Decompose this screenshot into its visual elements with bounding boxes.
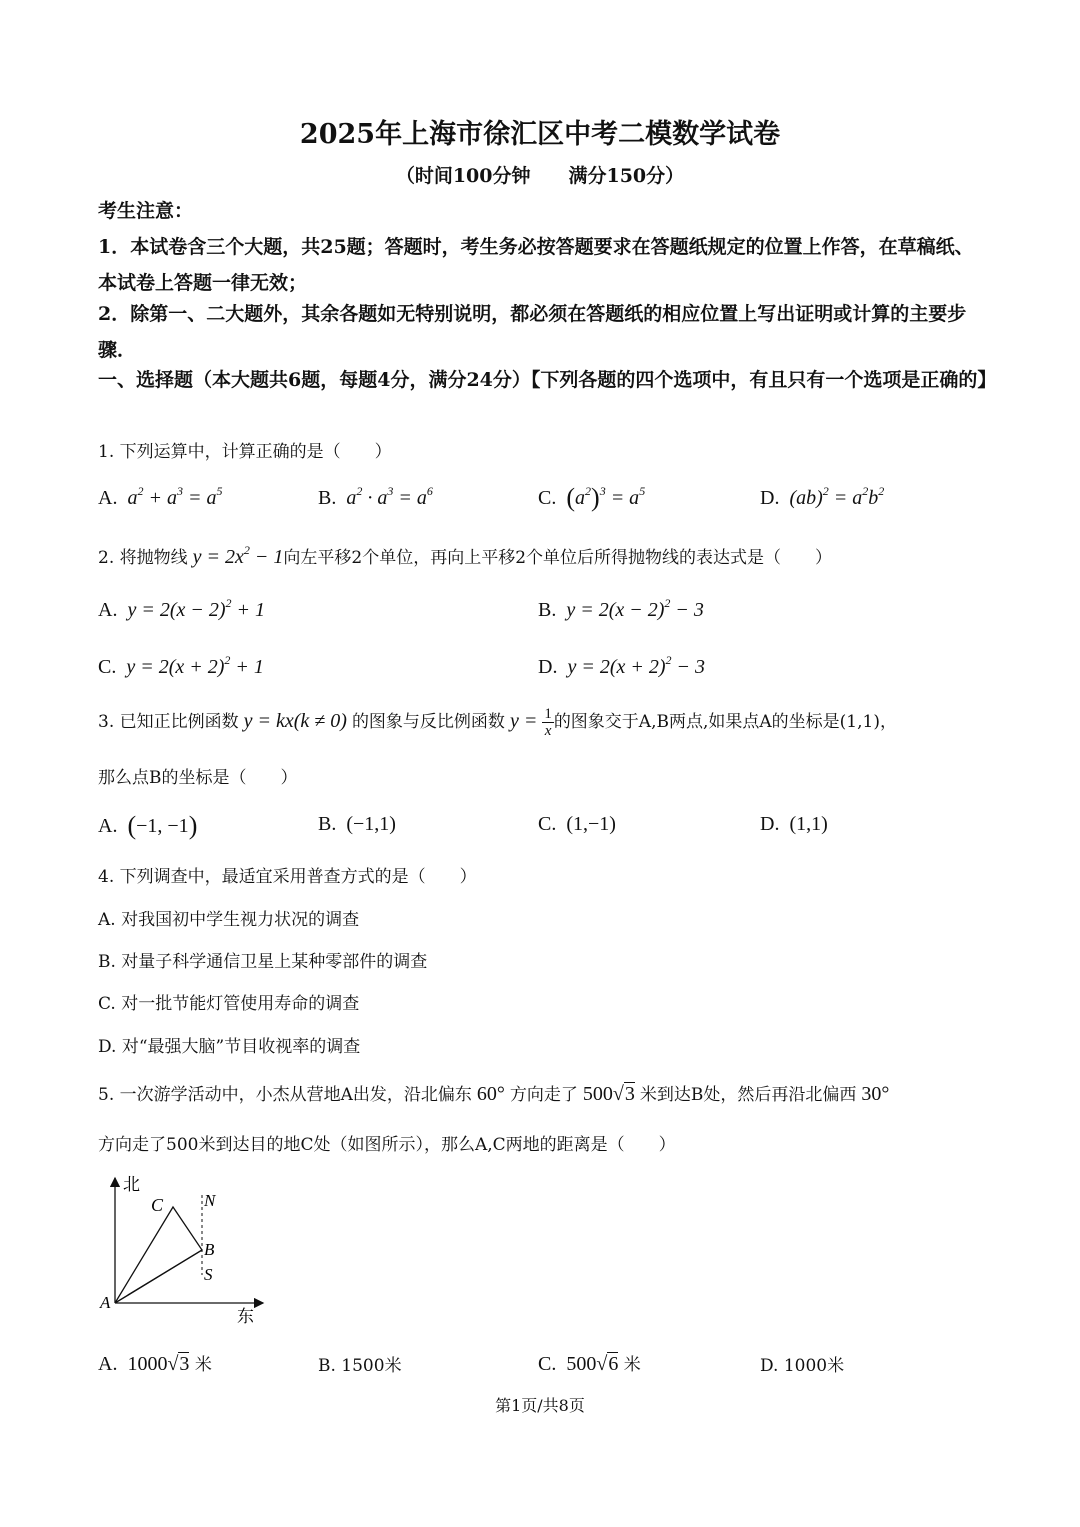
question-2-option-d: D. $y = 2(x + 2)^2 - 3$ [538,653,706,678]
question-5-option-d: D. 1000米 [760,1356,845,1376]
question-1-option-b: B. $a^2 \cdot a^3 = a^6$ [318,484,433,509]
question-1-option-a: A. $a^2 + a^3 = a^5$ [98,484,223,509]
question-3-option-a: A. (−1, −1) [98,811,198,840]
point-c-label: C [151,1195,164,1215]
question-4-option-b: B. 对量子科学通信卫星上某种零部件的调查 [98,952,428,972]
triangle-acb [115,1207,202,1303]
point-n-label: N [204,1191,216,1210]
page-number: 第1页/共8页 [495,1396,585,1415]
notice-item-1: 1．本试卷含三个大题，共25题；答题时，考生务必按答题要求在答题纸规定的位置上作答，在草稿纸、本试卷上答题一律无效； [98,236,974,294]
question-4-option-d: D. 对“最强大脑”节目收视率的调查 [98,1037,361,1057]
question-5-stem: 5. 一次游学活动中，小杰从营地A出发，沿北偏东 60° 方向走了 500√3 米到达B处，然后再沿北偏西 30° [98,1083,890,1105]
segment-ab [115,1250,202,1303]
question-2-option-a: A. $y = 2(x - 2)^2 + 1$ [98,596,266,621]
question-2-stem: 2. 将抛物线 $y = 2x^2 - 1$向左平移2个单位，再向上平移2个单位后所得抛物线的表达式是（ ） [98,543,833,568]
section-heading: 一、选择题（本大题共6题，每题4分，满分24分）【下列各题的四个选项中，有且只有一个选项是正确的】 [98,369,997,391]
question-1-option-d: D. $(ab)^2 = a^2b^2$ [760,484,885,509]
question-3-stem-line2: 那么点B的坐标是（ ） [98,768,298,788]
question-3-option-b: B. (−1,1) [318,813,396,835]
point-s-label: S [204,1265,213,1284]
question-3-option-c: C. (1,−1) [538,813,616,835]
question-5-option-a: A. 1000√3 米 [98,1353,212,1375]
question-3-option-d: D. (1,1) [760,813,828,835]
notice-heading: 考生注意： [98,200,194,222]
question-2-option-c: C. $y = 2(x + 2)^2 + 1$ [98,653,264,678]
question-4-option-a: A. 对我国初中学生视力状况的调查 [98,910,360,930]
point-a-label: A [100,1293,111,1312]
question-4-option-c: C. 对一批节能灯管使用寿命的调查 [98,994,360,1014]
exam-info: （时间100分钟 满分150分） [395,165,685,187]
question-5-option-c: C. 500√6 米 [538,1353,641,1375]
east-label: 东 [237,1307,254,1325]
question-5-option-b: B. 1500米 [318,1356,402,1376]
question-1-stem: 1. 下列运算中，计算正确的是（ ） [98,442,392,462]
question-5-stem-line2: 方向走了500米到达目的地C处（如图所示），那么A,C两地的距离是（ ） [98,1135,676,1155]
page-title: 2025年上海市徐汇区中考二模数学试卷 [299,119,781,150]
point-b-label: B [204,1240,215,1259]
question-5-figure [95,1170,270,1325]
question-2-option-b: B. $y = 2(x - 2)^2 - 3$ [538,596,704,621]
question-1-option-c: C. $(a^2)^3 = a^5$ [538,483,646,512]
question-3-stem: 3. 已知正比例函数 y = kx(k ≠ 0) 的图象与反比例函数 y = $\frac{1}{x}$ 的图象交于A,B两点,如果点A的坐标是(1,1)， [98,706,897,739]
question-4-stem: 4. 下列调查中，最适宜采用普查方式的是（ ） [98,867,477,887]
notice-item-2: 2．除第一、二大题外，其余各题如无特别说明，都必须在答题纸的相应位置上写出证明或计算的主要步骤． [98,303,967,361]
north-label: 北 [123,1175,140,1194]
